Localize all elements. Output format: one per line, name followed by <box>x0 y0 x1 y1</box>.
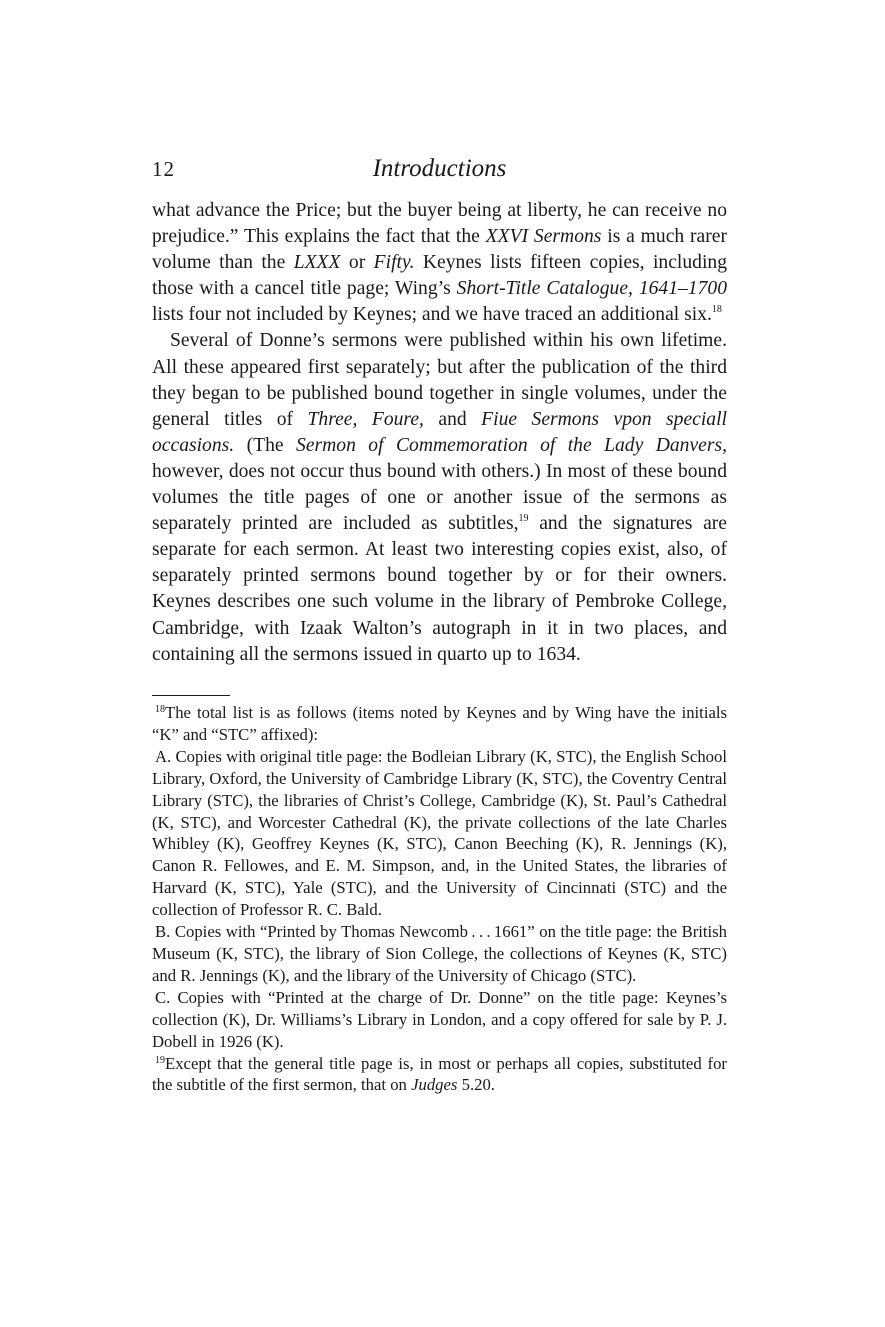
footnote-18-list-b: B. Copies with “Printed by Thomas Newcomb . . . 1661” on the title page: the British Museum (K, STC), the library of Sion College, the collections of Keynes (K, STC) and R. Jennings (K), and the library of the University of Chicago (STC). <box>152 922 727 985</box>
footnote-ref-18: 18 <box>711 304 722 316</box>
paragraph-sermons: Several of Donne’s sermons were published within his own lifetime. All these appeared first separately; but after the publication of the third they began to be published bound together in single volumes, under the general titles of Three, Foure, and Fiue Sermons vpon speciall occasions. (The Sermon of Commemoration of the Lady Danvers, however, does not occur thus bound with others.) In most of these bound volumes the title pages of one or another issue of the sermons as separately printed are included as subtitles,$^{19}$ and the signatures are separate for each sermon. At least two interesting copies exist, also, of separately printed sermons bound together by or for their owners. Keynes describes one such volume in the library of Pembroke College, Cambridge, with Izaak Walton’s autograph in it in two places, and containing all the sermons issued in quarto up to 1634. <box>152 330 727 665</box>
footnote-18: $^{18}$The total list is as follows (items noted by Keynes and by Wing have the initials “K” and “STC” affixed): <box>152 703 727 744</box>
footnote-18-list-a: A. Copies with original title page: the Bodleian Library (K, STC), the English School Library, Oxford, the University of Cambridge Library (K, STC), the Coventry Central Library (STC), the libraries of Christ’s College, Cambridge (K), St. Paul’s Cathedral (K, STC), and Worcester Cathedral (K), the private collections of the late Charles Whibley (K), Geoffrey Keynes (K, STC), Canon Beeching (K), R. Jennings (K), Canon R. Fellowes, and E. M. Simpson, and, in the United States, the libraries of Harvard (K, STC), Yale (STC), and the University of Cincinnati (STC) and the collection of Professor R. C. Bald. <box>152 746 727 920</box>
footnote-18-list-c: C. Copies with “Printed at the charge of Dr. Donne” on the title page: Keynes’s collection (K), Dr. Williams’s Library in London, and a copy offered for sale by P. J. Dobell in 1926 (K). <box>152 987 727 1051</box>
footnote-divider <box>152 695 230 696</box>
running-title: Introductions <box>372 155 507 182</box>
paragraph-price: what advance the Price; but the buyer being at liberty, he can receive no prejudice.” This explains the fact that the XXVI Sermons is a much rarer volume than the LXXX or Fifty. Keynes lists fifteen copies, including those with a cancel title page; Wing’s Short-Title Catalogue, 1641–1700 lists four not included by Keynes; and we have traced an additional six.$^{18}$ <box>152 200 727 326</box>
footnote-19: $^{19}$Except that the general title page is, in most or perhaps all copies, substituted for the subtitle of the first sermon, that on Judges 5.20. <box>152 1053 727 1095</box>
page-number: 12 <box>152 157 175 181</box>
footnote-ref-19: 19 <box>518 513 529 525</box>
page-header <box>152 157 727 191</box>
main-text <box>152 198 727 668</box>
footnotes <box>152 702 727 1096</box>
